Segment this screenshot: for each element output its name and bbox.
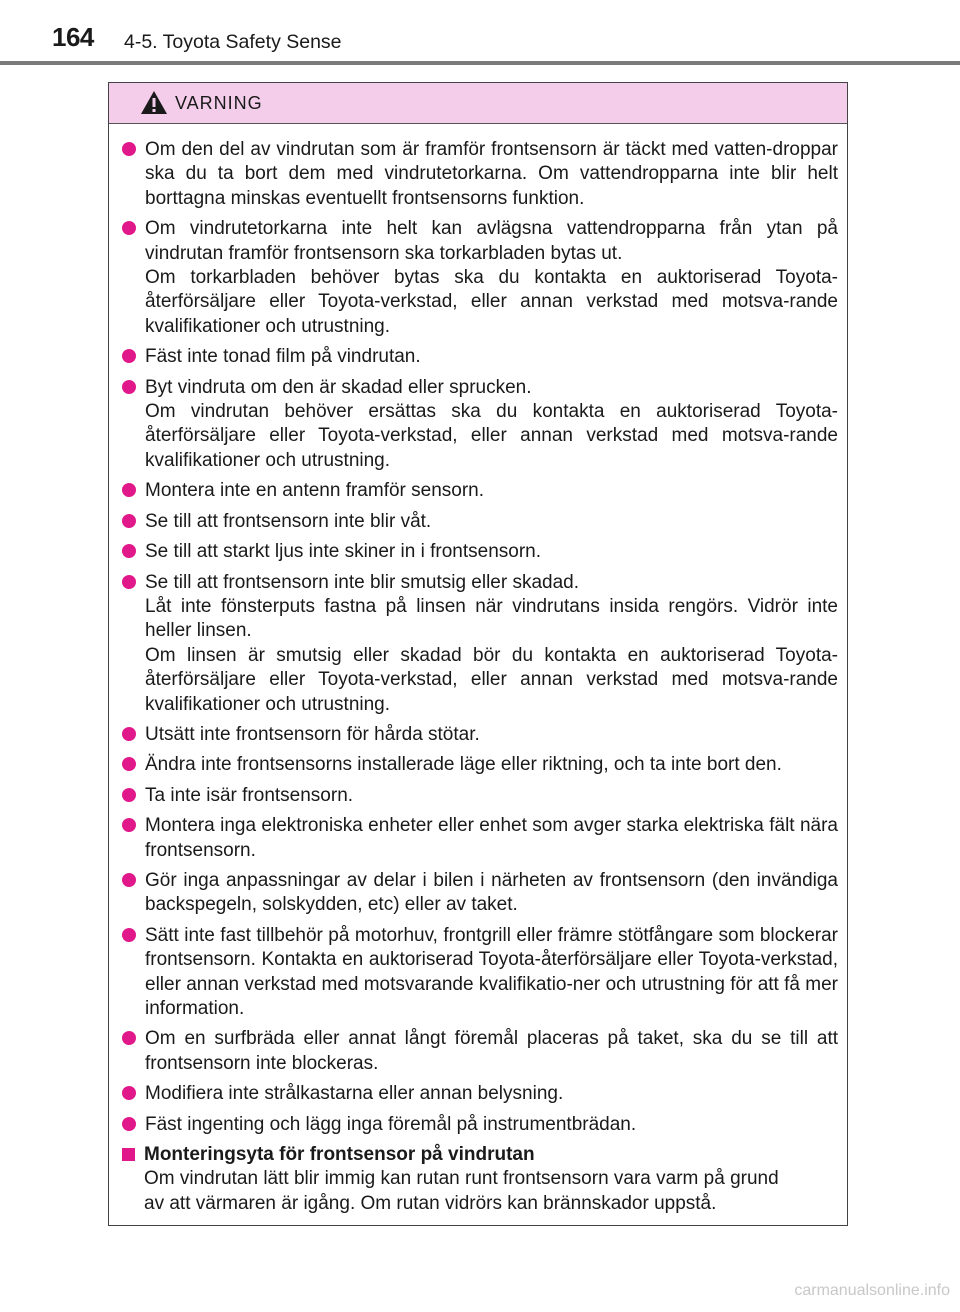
- bullet-icon: [122, 727, 136, 741]
- bullet-icon: [122, 221, 136, 235]
- warning-item: [121, 784, 838, 808]
- warning-item: [121, 479, 838, 503]
- warning-item-text: Om vindrutetorkarna inte helt kan avlägsna vattendropparna från ytan på vindrutan framför frontsensorn ska torkarbladen bytas ut. Om torkarbladen behöver bytas ska du kontakta en auktoriserad Toyota-återförsäljare eller Toyota-verkstad, eller annan verkstad med motsva-rande kvalifikationer och utrustning.: [145, 218, 838, 337]
- bullet-icon: [122, 544, 136, 558]
- warning-item-text: Montera inte en antenn framför sensorn.: [145, 480, 485, 502]
- warning-item-text: Montera inga elektroniska enheter eller enhet som avger starka elektriska fält nära frontsensorn.: [145, 815, 838, 861]
- warning-item-text: Om en surfbräda eller annat långt föremål placeras på taket, ska du se till att frontsensorn inte blockeras.: [145, 1028, 838, 1074]
- warning-header: [109, 83, 847, 124]
- section-title: 4-5. Toyota Safety Sense: [124, 31, 342, 53]
- warning-item: [121, 1113, 838, 1137]
- bullet-icon: [122, 1031, 136, 1045]
- bullet-icon: [122, 575, 136, 589]
- warning-item: [121, 869, 838, 918]
- bullet-icon: [122, 514, 136, 528]
- warning-item: [121, 345, 838, 369]
- warning-item: [121, 217, 838, 339]
- warning-item: [121, 1082, 838, 1106]
- warning-item-text: Om den del av vindrutan som är framför frontsensorn är täckt med vatten-droppar ska du ta bort dem med vindrutetorkarna. Om vattendropparna inte blir helt borttagna minskas eventuellt frontsensorns funktion.: [145, 139, 838, 209]
- bullet-icon: [122, 873, 136, 887]
- warning-item-text: Se till att frontsensorn inte blir smutsig eller skadad. Låt inte fönsterputs fastna på linsen när vindrutans insida rengörs. Vidrör inte heller linsen. Om linsen är smutsig eller skadad bör du kontakta en auktoriserad Toyota-återförsäljare eller Toyota-verkstad, eller annan verkstad med motsva-rande kvalifikationer och utrustning.: [145, 571, 838, 715]
- warning-item: [121, 814, 838, 863]
- warning-item: [121, 753, 838, 777]
- warning-item-text: Sätt inte fast tillbehör på motorhuv, frontgrill eller främre stötfångare som blockerar frontsensorn. Kontakta en auktoriserad Toyota-återförsäljare eller Toyota-verkstad, eller annan verkstad med motsvarande kvalifikatio-ner och utrustning för att få mer information.: [145, 924, 838, 1019]
- square-bullet-icon: [122, 1148, 135, 1161]
- subsection-text: Om vindrutan lätt blir immig kan rutan runt frontsensorn vara varm på grund av att värmaren är igång. Om rutan vidrörs kan brännskador uppstå.: [144, 1168, 779, 1214]
- subsection-title-text: Monteringsyta för frontsensor på vindrutan: [144, 1144, 535, 1166]
- warning-item-text: Fäst inte tonad film på vindrutan.: [145, 346, 421, 368]
- bullet-icon: [122, 928, 136, 942]
- warning-box: [108, 82, 848, 1226]
- bullet-icon: [122, 757, 136, 771]
- warning-item-text: Byt vindruta om den är skadad eller sprucken. Om vindrutan behöver ersättas ska du kontakta en auktoriserad Toyota-återförsäljare eller Toyota-verkstad, eller annan verkstad med motsva-rande kvalifikationer och utrustning.: [145, 376, 838, 471]
- watermark: carmanualsonline.info: [794, 1282, 950, 1299]
- warning-item: [121, 924, 838, 1022]
- bullet-icon: [122, 818, 136, 832]
- warning-item: [121, 510, 838, 534]
- subsection-title: [121, 1143, 838, 1167]
- warning-item: [121, 540, 838, 564]
- bullet-icon: [122, 1086, 136, 1100]
- warning-item-text: Ta inte isär frontsensorn.: [145, 784, 354, 806]
- warning-item-text: Gör inga anpassningar av delar i bilen i närheten av frontsensorn (den invändiga backspegeln, solskydden, etc) eller av taket.: [145, 869, 838, 916]
- bullet-icon: [122, 380, 136, 394]
- bullet-icon: [122, 1117, 136, 1131]
- warning-title: VARNING: [175, 93, 263, 113]
- bullet-icon: [122, 788, 136, 802]
- header-divider: [0, 61, 960, 65]
- warning-item: [121, 723, 838, 747]
- warning-item: [121, 571, 838, 717]
- bullet-icon: [122, 142, 136, 156]
- page-header: [0, 0, 960, 64]
- bullet-icon: [122, 483, 136, 497]
- warning-item: [121, 1027, 838, 1076]
- warning-item: [121, 138, 838, 211]
- warning-item-text: Se till att frontsensorn inte blir våt.: [145, 510, 432, 532]
- bullet-icon: [122, 349, 136, 363]
- warning-list: [109, 124, 847, 1216]
- warning-triangle-icon: [140, 90, 168, 115]
- warning-item: [121, 376, 838, 474]
- warning-item-text: Fäst ingenting och lägg inga föremål på instrumentbrädan.: [145, 1113, 637, 1135]
- subsection: [121, 1143, 838, 1216]
- warning-item-text: Modifiera inte strålkastarna eller annan belysning.: [145, 1083, 564, 1105]
- warning-item-text: Ändra inte frontsensorns installerade läge eller riktning, och ta inte bort den.: [145, 754, 782, 776]
- warning-item-text: Utsätt inte frontsensorn för hårda stötar.: [145, 723, 480, 745]
- warning-item-text: Se till att starkt ljus inte skiner in i frontsensorn.: [145, 541, 541, 563]
- page-number: 164: [52, 22, 94, 52]
